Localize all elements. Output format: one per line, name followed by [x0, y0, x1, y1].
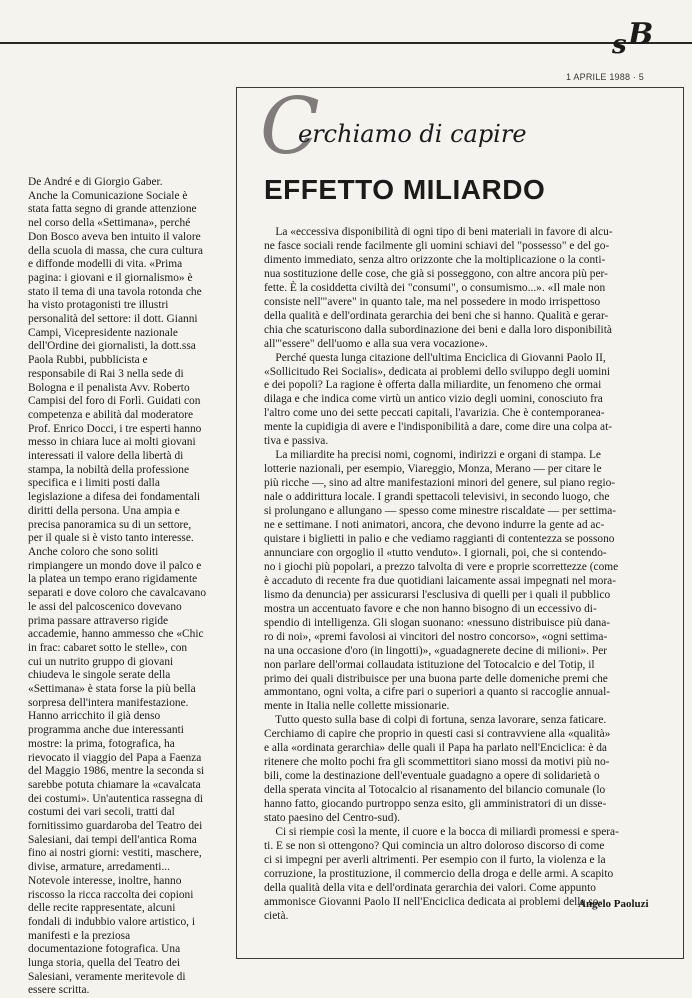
- left-column-line: documentazione fotografica. Una: [28, 943, 181, 956]
- article-line: e dei popoli? La ragione è offerta dalla miliardite, un fenomeno che ormai: [264, 379, 602, 392]
- left-column-line: fornitissimo guardaroba del Teatro dei: [28, 820, 203, 833]
- article-line: no i giochi più popolari, a prezzo talvolta di vere e proprie scorrettezze (come: [264, 560, 619, 573]
- kicker-title: erchiamo di capire: [298, 120, 527, 148]
- left-column-line: responsabile di Rai 3 nella sede di: [28, 367, 184, 380]
- article-line: chia che scaturiscono dalla subordinazione dei beni e dalla loro disponibilità: [264, 323, 612, 336]
- magazine-logo: [612, 17, 672, 60]
- left-column-line: manifesti e la preziosa: [28, 929, 131, 942]
- left-column-line: cui un nutrito gruppo di giovani: [28, 655, 174, 668]
- article-line: nua sostituzione delle cose, che già si posseggono, con altre ancora più per-: [264, 267, 608, 280]
- left-column-line: De André e di Giorgio Gaber.: [28, 176, 163, 188]
- kicker-initial: C: [260, 82, 320, 172]
- article-line: ne e settimane. I noti animatori, ancora, che devono indurre la gente ad ac-: [264, 519, 605, 532]
- article-line: stato paesino del Centro-sud).: [264, 812, 401, 825]
- left-column-line: mostre: la prima, fotografica, ha: [28, 737, 175, 750]
- left-column-line: e diffonde modelli di vita. «Prima: [28, 258, 183, 271]
- left-column-text: [28, 176, 228, 998]
- left-column-line: Bologna e il penalista Avv. Roberto: [28, 381, 190, 394]
- article-line: lismo da denuncia) per assicurarsi l'esclusiva di quelli per i quali il pubblico: [264, 588, 611, 601]
- article-line: ro di noi», «premi favolosi ai vincitori del nostro concorso», «ogni settima-: [264, 630, 608, 643]
- left-column-line: riscosso la ricca raccolta dei copioni: [28, 888, 194, 901]
- left-column-line: Paola Rubbi, pubblicista e: [28, 354, 148, 367]
- article-line: l'altro come uno dei sette peccati capitali, l'avarizia. Che è contemporanea-: [264, 407, 605, 420]
- left-column-line: Anche la Comunicazione Sociale è: [28, 189, 188, 202]
- left-column-line: Hanno arricchito il già denso: [28, 710, 161, 723]
- left-column-line: Salesiani, veramente meritevole di: [28, 970, 186, 983]
- left-column-line: della scuola di massa, che cura cultura: [28, 244, 203, 257]
- article-line: ti. E se non si ottengono? Qui comincia un altro doloroso discorso di come: [264, 839, 605, 852]
- left-column-line: personalità del settore: il dott. Gianni: [28, 313, 198, 326]
- left-column-line: sarebbe potuta chiamare la «cavalcata: [28, 778, 201, 791]
- article-headline: EFFETTO MILIARDO: [264, 174, 546, 205]
- left-column-line: le assi del palcoscenico dovevano: [28, 600, 182, 613]
- article-line: Tutto questo sulla base di colpi di fortuna, senza lavorare, senza faticare.: [264, 714, 607, 727]
- article-line: mostra un accentuato favore e che non hanno bisogno di un eccessivo di-: [264, 602, 597, 615]
- left-column-line: pagina: i giovani e il giornalismo» è: [28, 271, 193, 284]
- article-line: Ci si riempie così la mente, il cuore e la bocca di miliardi promessi e spera-: [264, 825, 619, 838]
- left-column-line: ha visto protagonisti tre illustri: [28, 299, 169, 312]
- left-column-line: la platea un tempo erano rigidamente: [28, 573, 198, 586]
- left-column-line: dell'Ordine dei giornalisti, la dott.ssa: [28, 340, 196, 353]
- left-column-line: legislazione a difesa dei fondamentali: [28, 491, 201, 504]
- article-line: all'"essere" dell'uomo e alla sua vera vocazione».: [264, 337, 488, 350]
- article-author: Angelo Paoluzi: [578, 898, 649, 910]
- left-column-line: prima passare attraverso rigide: [28, 614, 169, 627]
- article-line: della sperata vincita al Totocalcio al risanamento del bilancio comunale (lo: [264, 784, 606, 797]
- left-column-line: in frac: cabaret sotto le stelle», con: [28, 641, 188, 654]
- left-column-line: Campisi del foro di Forlì. Guidati con: [28, 395, 201, 408]
- left-column-line: rievocato il viaggio del Papa a Faenza: [28, 751, 202, 764]
- article-body: [264, 226, 669, 924]
- article-line: ammonisce Giovanni Paolo II nell'Enciclica dedicata ai problemi della so-: [264, 895, 603, 908]
- article-line: La «eccessiva disponibilità di ogni tipo di beni materiali in favore di alcu-: [264, 226, 613, 238]
- left-column-line: competenza e abilità dal moderatore: [28, 408, 194, 421]
- article-line: è accaduto di recente fra due quotidiani laicamente assai impegnati nel mora-: [264, 574, 617, 587]
- left-column-line: specifica e i limiti posti dalla: [28, 477, 160, 490]
- article-line: della qualità della vita e dell'ordinata gerarchia dei valori. Come appunto: [264, 881, 596, 894]
- left-column-line: essere scritta.: [28, 984, 90, 997]
- article-line: si prolungano e allungano — spesso come minestre riscaldate — per settima-: [264, 505, 617, 518]
- left-column-line: Salesiani, dai tempi dell'antica Roma: [28, 833, 197, 846]
- left-column-line: precisa panoramica su di un settore,: [28, 518, 192, 531]
- article-line: tiva e passiva.: [264, 435, 329, 448]
- article-line: mente in Italia nelle collette missionarie.: [264, 700, 450, 713]
- left-column-line: Notevole interesse, inoltre, hanno: [28, 874, 182, 887]
- article-line: ne fasce sociali rende facilmente gli uomini schiavi del "possesso" e del go-: [264, 239, 610, 252]
- header-rule: [0, 42, 692, 44]
- article-line: lotterie nazionali, per esempio, Viareggio, Monza, Merano — per citare le: [264, 463, 602, 476]
- left-column-line: Don Bosco aveva ben intuito il valore: [28, 230, 201, 243]
- left-column-line: lunga storia, quella del Teatro dei: [28, 957, 181, 970]
- article-line: cietà.: [264, 909, 289, 922]
- left-column-line: stato il tema di una tavola rotonda che: [28, 285, 202, 298]
- logo-letter-s: s: [612, 30, 627, 60]
- issue-date-page-number: 1 APRILE 1988 · 5: [566, 72, 644, 82]
- article-line: nale o addirittura locale. I grandi spettacoli televisivi, in secondo luogo, che: [264, 491, 610, 504]
- left-column-line: per il quale si è visto tanto interesse.: [28, 532, 194, 545]
- left-column-line: divise, armature, arredamenti...: [28, 861, 171, 874]
- article-line: corruzione, la prostituzione, il commercio della droga e delle armi. A scapito: [264, 867, 614, 880]
- left-column-line: Prof. Enrico Docci, i tre esperti hanno: [28, 422, 202, 435]
- left-column-line: chiudeva le singole serate della: [28, 669, 171, 682]
- left-column-line: fino ai nostri giorni: vestiti, maschere,: [28, 847, 202, 860]
- left-column-line: «Settimana» è stata forse la più bella: [28, 683, 196, 696]
- article-line: hanno fatto, giocando purtroppo senza esito, gli amministratori di un disse-: [264, 798, 607, 811]
- left-column-line: rimpiangere un mondo dove il palco e: [28, 559, 202, 572]
- left-column-line: accademie, hanno ammesso che «Chic: [28, 628, 204, 641]
- left-column-line: nel corso della «Settimana», perché: [28, 217, 191, 230]
- article-line: na una occasione d'oro (in lingotti)», «guadagnerete decine di milioni». Per: [264, 644, 608, 657]
- article-line: bili, come la destinazione dell'eventuale guadagno a opere di solidarietà o: [264, 770, 600, 783]
- article-line: e alla «ordinata gerarchia» delle quali il Papa ha parlato nell'Enciclica: è da: [264, 742, 607, 755]
- article-line: ci si impegni per averli altrimenti. Per esempio con il furto, la violenza e la: [264, 853, 606, 866]
- article-line: dilaga e che indica come virtù un antico vizio degli uomini, conosciuto fra: [264, 393, 603, 406]
- article-line: Perché questa lunga citazione dell'ultima Enciclica di Giovanni Paolo II,: [264, 351, 606, 364]
- left-column-line: dei costumi». Un'autentica rassegna di: [28, 792, 204, 805]
- left-column-line: Anche coloro che sono soliti: [28, 545, 159, 558]
- left-column-line: Campi, Vicepresidente nazionale: [28, 326, 178, 339]
- article-line: mente la cupidigia di avere e l'indisponibilità a dare, come dire una colpa at-: [264, 421, 613, 434]
- left-column-line: sorpresa dell'intera manifestazione.: [28, 696, 189, 709]
- article-line: dimento immediato, senza altro orizzonte che la moltiplicazione o la conti-: [264, 253, 606, 266]
- article-line: consiste nell'"avere" in quanto tale, ma nel possedere in modo irrispettoso: [264, 295, 601, 308]
- left-column-line: del Maggio 1986, mentre la seconda si: [28, 765, 205, 778]
- article-line: «Sollicitudo Rei Socialis», dedicata ai problemi dello sviluppo degli uomini: [264, 365, 611, 378]
- article-line: La miliardite ha precisi nomi, cognomi, indirizzi e organi di stampa. Le: [264, 449, 601, 462]
- left-column-line: stata fatta segno di grande attenzione: [28, 203, 197, 216]
- article-line: spendio di intelligenza. Gli slogan suonano: «nessuno distribuisce più dana-: [264, 616, 611, 629]
- article-line: non parlare dell'ormai collaudata istituzione del Totocalcio e del Totip, il: [264, 658, 595, 671]
- article-line: annunciare con orgoglio il «tutto venduto». I giornali, poi, che si contendo-: [264, 546, 607, 559]
- article-line: Cerchiamo di capire che proprio in questi casi si contravviene alla «qualità»: [264, 728, 611, 741]
- article-line: ritenere che molto pochi fra gli scommettitori siano mossi da motivi più no-: [264, 756, 610, 769]
- article-line: fette. È la cosiddetta civiltà dei "consumi", o consumismo...». «Il male non: [264, 281, 606, 294]
- article-line: quistare i biglietti in palio e che vediamo raggianti di contentezza se possono: [264, 532, 615, 545]
- left-column-line: programma anche due interessanti: [28, 724, 184, 737]
- left-column-line: separati e dove coloro che cavalcavano: [28, 587, 207, 600]
- article-line: ammontano, ogni volta, a cifre pari o superiori a quanto si raccoglie annual-: [264, 686, 611, 699]
- left-column-line: messo in chiara luce ai molti giovani: [28, 436, 196, 449]
- left-column-line: interessati il valore della libertà di: [28, 450, 184, 463]
- left-column-line: fondali di indubbio valore artistico, i: [28, 915, 196, 928]
- article-line: più ricche —, sino ad altre manifestazioni minori del genere, sul piano regio-: [264, 477, 616, 490]
- article-line: della qualità e dell'ordinata gerarchia dei beni che si hanno. Qualità e gerar-: [264, 309, 609, 322]
- logo-letter-b: B: [628, 17, 654, 52]
- left-column-line: costumi dei vari secoli, tratti dal: [28, 806, 175, 819]
- left-column-line: stampa, la nobiltà della professione: [28, 463, 190, 476]
- left-column-line: delle recite rappresentate, alcuni: [28, 902, 176, 915]
- left-column-line: diritti della persona. Una ampia e: [28, 504, 180, 517]
- article-line: primo dei quali distribuisce per una buona parte delle domeniche premi che: [264, 672, 608, 685]
